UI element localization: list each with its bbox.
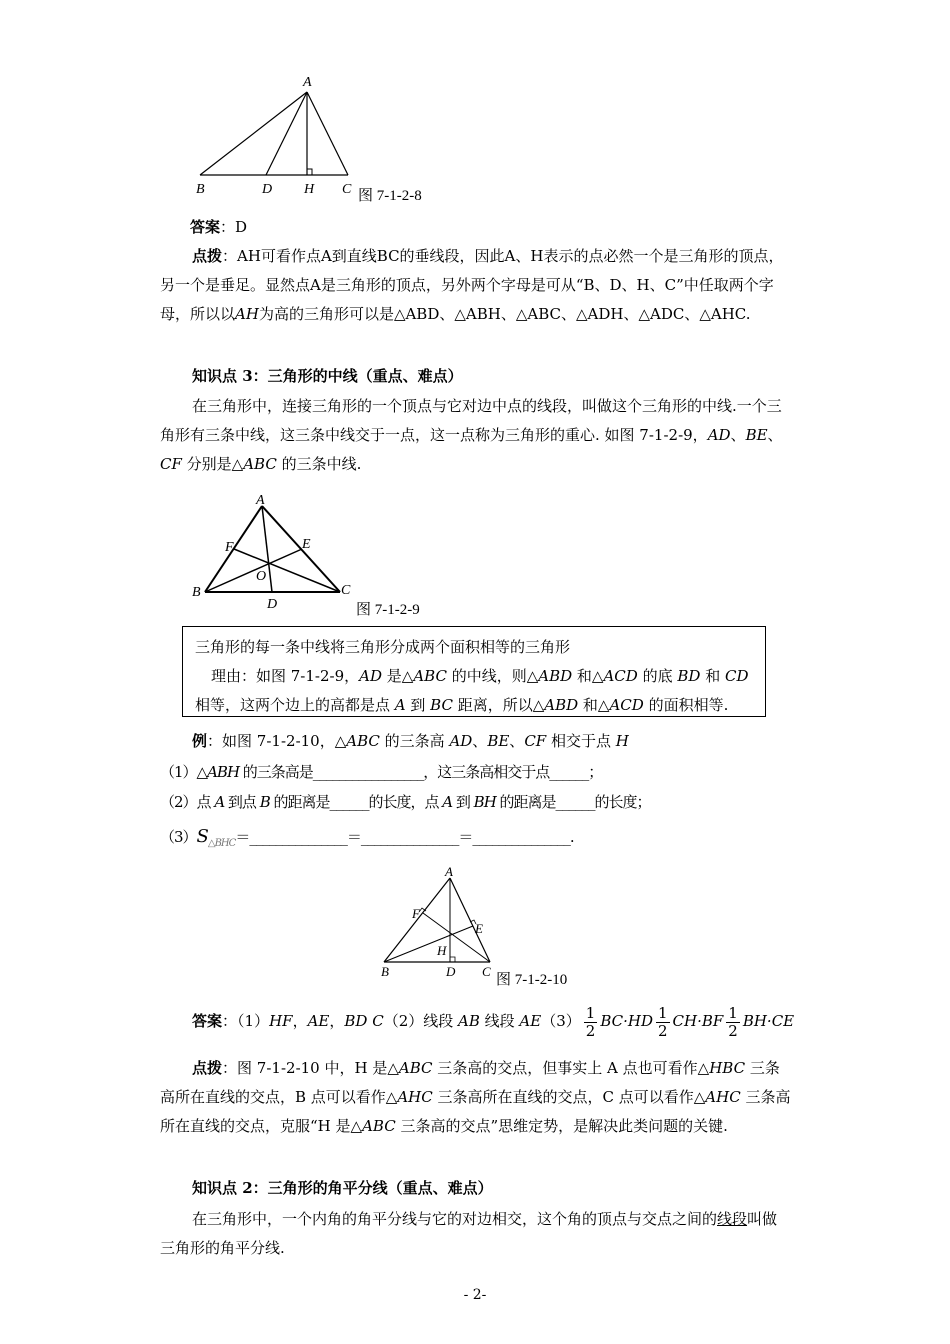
- example-question-2: （2）点 A 到点 B 的距离是______的长度，点 A 到 BH 的距离是______的长度；: [160, 793, 651, 811]
- fraction-half-2: $\frac{1}{2}$: [657, 1003, 668, 1040]
- bisector-definition: 在三角形中，一个内角的角平分线与它的对边相交，这个角的顶点与交点之间的线段叫做三角形的角平分线.: [160, 1210, 778, 1257]
- example-question-1: （1）△ABH 的三条高是_________________，这三条高相交于点______；: [160, 763, 603, 781]
- label-D: D: [262, 182, 273, 197]
- hint-1: 点拨：AH可看作点A到直线BC的垂线段，因此A、H表示的点必然一个是三角形的顶点，另一个是垂足。显然点A是三角形的顶点，另外两个字母是可从“B、D、H、C”中任取两个字母，所以以AH为高的三角形可以是△ABD、△ABH、△ABC、△ADH、△ADC、△AHC.: [160, 247, 784, 323]
- figure-caption-3: 图 7-1-2-10: [496, 972, 568, 988]
- figure-7-1-2-8: [190, 70, 360, 200]
- answer-2: 答案：（1）HF，AE，BD C（2）线段 AB 线段 AE（3） $\frac{1}{2}$ BC·HD $\frac{1}{2}$ CH·BF $\frac{1}{2}$ BH·CE: [192, 1003, 795, 1040]
- figure-caption-2: 图 7-1-2-9: [356, 602, 420, 618]
- page-number: - 2-: [463, 1287, 487, 1303]
- figure-7-1-2-9: [190, 492, 360, 612]
- label-H: H: [304, 182, 315, 197]
- hint-2: 点拨：图 7-1-2-10 中，H 是△ABC 三条高的交点，但事实上 A 点也可看作△HBC 三条高所在直线的交点，B 点可以看作△AHC 三条高所在直线的交点，C 点可以看作△AHC 三条高所在直线的交点，克服“H 是△ABC 三条高的交点”思维定势，是解决此类问题的关键.: [160, 1059, 791, 1135]
- label-D: D: [267, 597, 278, 612]
- label-F: F: [225, 540, 234, 555]
- label-B: B: [192, 585, 201, 600]
- label-D: D: [446, 964, 456, 979]
- label-C: C: [482, 964, 491, 979]
- example-intro: 例：如图 7-1-2-10，△ABC 的三条高 AD、BE、CF 相交于点 H: [192, 732, 629, 750]
- fraction-half-3: $\frac{1}{2}$: [728, 1003, 738, 1040]
- figure-caption-1: 图 7-1-2-8: [358, 188, 422, 204]
- label-A: A: [445, 864, 453, 879]
- section-3-title: 知识点 3：三角形的中线（重点、难点）: [192, 367, 463, 385]
- figure-7-1-2-10: [374, 862, 504, 986]
- label-C: C: [342, 182, 352, 197]
- example-question-3: $(3)S_{\triangle BHC}=\_\_\_\_\_\_\_\_\_\_\_\_\_\_\_=\_\_\_\_\_\_\_\_\_\_\_\_\_\_\_=\_\_\_\_\_\_\_\_\_\_\_\_\_\_\_$.: [160, 826, 574, 849]
- label-C: C: [341, 583, 351, 598]
- label-E: E: [475, 921, 483, 936]
- label-B: B: [196, 182, 205, 197]
- fraction-half-1: $\frac{1}{2}$: [585, 1003, 596, 1040]
- label-F: F: [412, 906, 420, 921]
- label-H: H: [437, 943, 447, 958]
- section-2-title: 知识点 2：三角形的角平分线（重点、难点）: [192, 1179, 493, 1197]
- answer-1: 答案：D: [190, 218, 248, 236]
- property-box: 三角形的每一条中线将三角形分成两个面积相等的三角形 理由：如图 7-1-2-9，AD 是△ABC 的中线，则△ABD 和△ACD 的底 BD 和 CD 相等，这两个边上的高都是点 A 到 BC 距离，所以△ABD 和△ACD 的面积相等.: [182, 626, 766, 717]
- median-definition: 在三角形中，连接三角形的一个顶点与它对边中点的线段，叫做这个三角形的中线.一个三角形有三条中线，这三条中线交于一点，这一点称为三角形的重心. 如图 7-1-2-9，AD、BE、CF 分别是△ABC 的三条中线.: [160, 397, 783, 473]
- label-A: A: [303, 75, 312, 90]
- label-E: E: [302, 537, 311, 552]
- label-A: A: [256, 493, 265, 508]
- label-B: B: [381, 964, 389, 979]
- label-O: O: [256, 569, 267, 584]
